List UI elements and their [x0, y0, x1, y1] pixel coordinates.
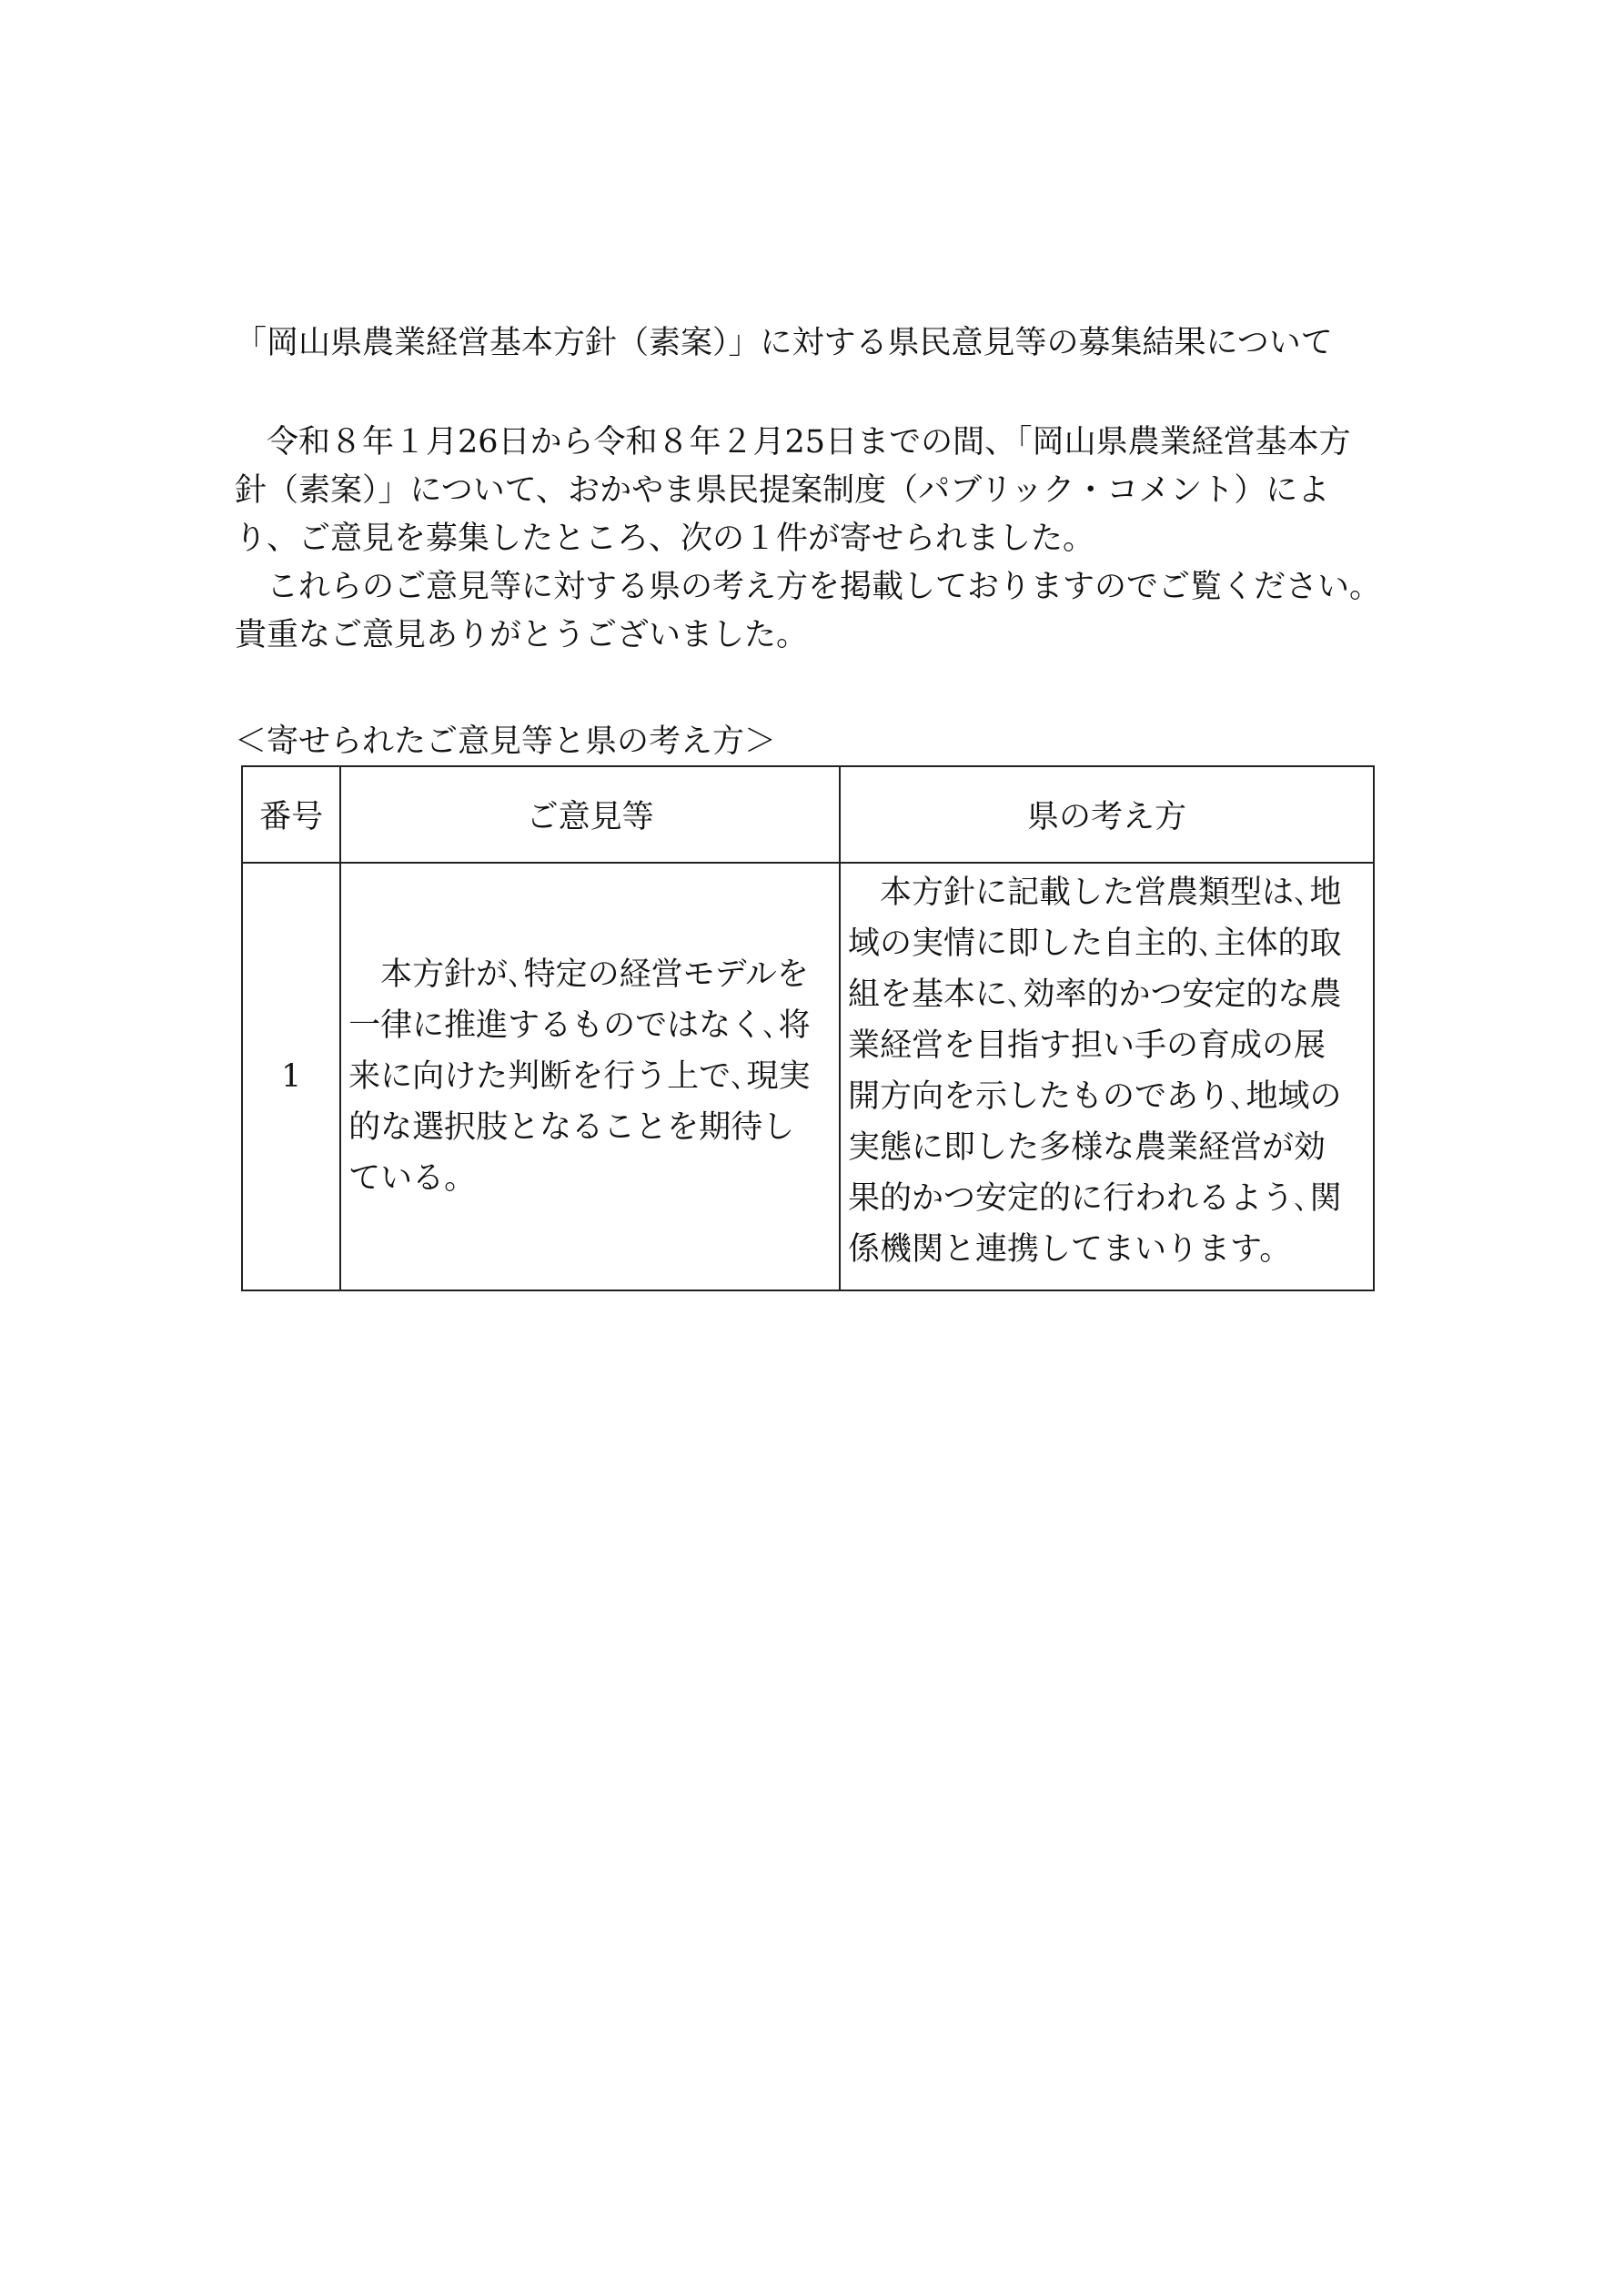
answer-line: 実態に即した多様な農業経営が効 [848, 1129, 1326, 1166]
header-number: 番号 [242, 766, 340, 863]
intro-line: 針（素案）」について、おかやま県民提案制度（パブリック・コメント）によ [235, 472, 1330, 509]
opinion-line: 一律に推進するものではなく､将 [348, 1007, 811, 1044]
document-title: 「岡山県農業経営基本方針（素案）」に対する県民意見等の募集結果について [235, 325, 1333, 361]
answer-line: 果的かつ安定的に行われるよう､関 [848, 1180, 1342, 1217]
row-number: 1 [242, 863, 340, 1290]
table-header-row [242, 766, 1374, 863]
section-heading: ＜寄せられたご意見等と県の考え方＞ [235, 723, 777, 760]
intro-line: 令和８年１月26日から令和８年２月25日までの間、「岡山県農業経営基本方 [235, 424, 1351, 460]
header-opinion: ご意見等 [340, 766, 840, 863]
header-answer: 県の考え方 [840, 766, 1374, 863]
table-row [242, 863, 1374, 1290]
answer-line: 開方向を示したものであり､地域の [848, 1078, 1342, 1115]
answer-line: 域の実情に即した自主的､主体的取 [848, 925, 1342, 962]
intro-line: これらのご意見等に対する県の考え方を掲載しておりますのでご覧ください。 [235, 569, 1382, 605]
answer-line: 係機関と連携してまいります。 [848, 1231, 1292, 1268]
opinion-table [241, 765, 1375, 1291]
intro-body [235, 419, 1436, 660]
intro-line: り、ご意見を募集したところ、次の１件が寄せられました。 [235, 521, 1095, 557]
answer-line: 本方針に記載した営農類型は､地 [848, 875, 1342, 911]
answer-line: 組を基本に､効率的かつ安定的な農 [848, 976, 1342, 1013]
opinion-line: 的な選択肢となることを期待し [348, 1109, 795, 1146]
row-opinion [340, 863, 840, 1290]
row-answer [840, 863, 1374, 1290]
opinion-line: ている。 [348, 1160, 477, 1197]
opinion-line: 来に向けた判断を行う上で､現実 [348, 1058, 811, 1095]
answer-line: 業経営を目指す担い手の育成の展 [848, 1027, 1326, 1064]
opinion-table-wrapper [241, 765, 1375, 1291]
intro-line: 貴重なご意見ありがとうございました。 [235, 617, 809, 653]
opinion-line: 本方針が､特定の経営モデルを [348, 956, 809, 993]
